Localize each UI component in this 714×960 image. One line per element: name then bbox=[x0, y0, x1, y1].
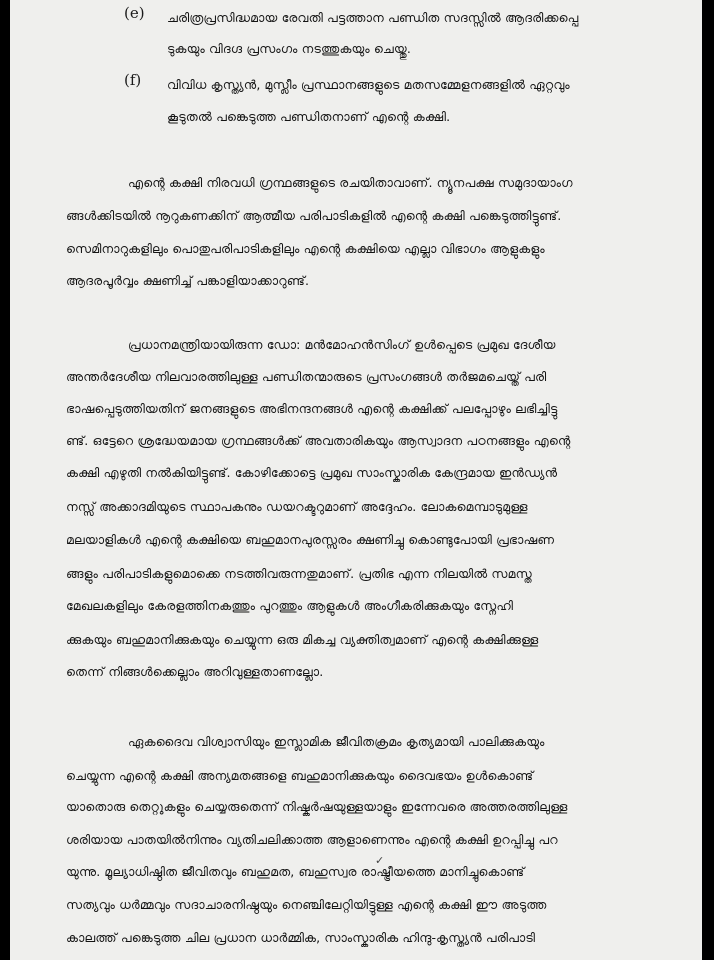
text-line: കൂടുതൽ പങ്കെടുത്ത പണ്ഡിതനാണ് എന്റെ കക്ഷി. bbox=[167, 109, 451, 124]
text-line: യുന്നു. മൂല്യാധിഷ്ഠിത ജീവിതവും ബഹുമത, ബഹുസ്വര രാഷ്ട്രീയത്തെ മാനിച്ചുകൊണ്ട് bbox=[66, 864, 525, 879]
text-line: ശരിയായ പാതയിൽനിന്നും വ്യതിചലിക്കാത്ത ആളാണെന്നും എന്റെ കക്ഷി ഉറപ്പിച്ചു പറ bbox=[66, 832, 558, 847]
text-line: സത്യവും ധർമ്മവും സദാചാരനിഷ്ഠയും നെഞ്ചിലേറ്റിയിട്ടുള്ള എന്റെ കക്ഷി ഈ അടുത്ത bbox=[66, 897, 547, 912]
text-line: മലയാളികൾ എന്റെ കക്ഷിയെ ബഹുമാനപുരസ്സരം ക്ഷണിച്ചു കൊണ്ടുപോയി പ്രഭാഷണ bbox=[66, 532, 555, 547]
text-line: മേഖലകളിലും കേരളത്തിനകത്തും പുറത്തും ആളുകൾ അംഗീകരിക്കുകയും സ്നേഹി bbox=[66, 598, 514, 613]
text-line: ചെയ്യുന്ന എന്റെ കക്ഷി അന്യമതങ്ങളെ ബഹുമാനിക്കുകയും ദൈവഭയം ഉൾകൊണ്ട് bbox=[66, 768, 534, 783]
text-line: യാതൊരു തെറ്റുകളും ചെയ്യരുതെന്ന് നിഷ്കർഷയുള്ളയാളും ഇന്നേവരെ അത്തരത്തിലുള്ള bbox=[66, 799, 568, 814]
text-line: എന്റെ കക്ഷി നിരവധി ഗ്രന്ഥങ്ങളുടെ രചയിതാവാണ്. ന്യൂനപക്ഷ സമുദായാംഗ bbox=[128, 175, 573, 190]
text-line: നസ്സ് അക്കാദമിയുടെ സ്ഥാപകനും ഡയറക്ടറുമാണ് അദ്ദേഹം. ലോകമെമ്പാടുമുള്ള bbox=[66, 499, 528, 514]
text-line: വിവിധ കൃസ്ത്യൻ, മുസ്ലീം പ്രസ്ഥാനങ്ങളുടെ മതസമ്മേളനങ്ങളിൽ ഏറ്റവും bbox=[167, 77, 570, 92]
margin-check-mark: ✓ bbox=[375, 854, 385, 867]
document-page bbox=[10, 0, 702, 960]
text-line: കാലത്ത് പങ്കെടുത്ത ചില പ്രധാന ധാർമ്മിക, സാംസ്കാരിക ഹിന്ദു-കൃസ്ത്യൻ പരിപാടി bbox=[66, 930, 536, 945]
text-line: ചരിത്രപ്രസിദ്ധമായ രേവതി പട്ടത്താന പണ്ഡിത സദസ്സിൽ ആദരിക്കപ്പെ bbox=[167, 10, 579, 25]
text-line: ഭാഷപ്പെടുത്തിയതിന് ജനങ്ങളുടെ അഭിനന്ദനങ്ങൾ എന്റെ കക്ഷിക്ക് പലപ്പോഴും ലഭിച്ചിട്ടു bbox=[66, 401, 558, 416]
text-line: പ്രധാനമന്ത്രിയായിരുന്ന ഡോ: മൻമോഹൻസിംഗ് ഉൾപ്പെടെ പ്രമുഖ ദേശീയ bbox=[128, 337, 556, 352]
text-line: ഏകദൈവ വിശ്വാസിയും ഇസ്ലാമിക ജീവിതക്രമം കൃത്യമായി പാലിക്കുകയും bbox=[128, 734, 545, 749]
text-line: ങ്ങളും പരിപാടികളുമൊക്കെ നടത്തിവരുന്നതുമാണ്. പ്രതിഭ എന്ന നിലയിൽ സമസ്ത bbox=[66, 566, 532, 581]
list-marker: (e) bbox=[124, 4, 145, 22]
text-line: ക്കുകയും ബഹുമാനിക്കുകയും ചെയ്യുന്ന ഒരു മികച്ച വ്യക്തിത്വമാണ് എന്റെ കക്ഷിക്കുള്ള bbox=[66, 632, 539, 647]
text-line: ണ്ട്. ഒട്ടേറെ ശ്രദ്ധേയമായ ഗ്രന്ഥങ്ങൾക്ക് അവതാരികയും ആസ്വാദന പഠനങ്ങളും എന്റെ bbox=[66, 433, 571, 448]
text-line: അന്തർദേശീയ നിലവാരത്തിലുള്ള പണ്ഡിതന്മാരുടെ പ്രസംഗങ്ങൾ തർജമചെയ്ത് പരി bbox=[66, 369, 547, 384]
text-line: തെന്ന് നിങ്ങൾക്കെല്ലാം അറിവുള്ളതാണല്ലോ. bbox=[66, 664, 324, 679]
text-line: ടുകയും വിദഗ്ദ പ്രസംഗം നടത്തുകയും ചെയ്തു. bbox=[167, 41, 411, 56]
text-line: സെമിനാറുകളിലും പൊതുപരിപാടികളിലും എന്റെ കക്ഷിയെ എല്ലാ വിഭാഗം ആളുകളും bbox=[66, 241, 545, 256]
text-line: ആദരപൂർവ്വം ക്ഷണിച്ച് പങ്കാളിയാക്കാറുണ്ട്. bbox=[66, 273, 310, 288]
list-marker: (f) bbox=[124, 71, 142, 89]
text-line: ങ്ങൾക്കിടയിൽ നൂറുകണക്കിന് ആത്മീയ പരിപാടികളിൽ എന്റെ കക്ഷി പങ്കെടുത്തിട്ടുണ്ട്. bbox=[66, 208, 562, 223]
text-line: കക്ഷി എഴുതി നൽകിയിട്ടുണ്ട്. കോഴിക്കോട്ടെ പ്രമുഖ സാംസ്കാരിക കേന്ദ്രമായ ഇൻഡ്യൻ bbox=[66, 465, 558, 480]
